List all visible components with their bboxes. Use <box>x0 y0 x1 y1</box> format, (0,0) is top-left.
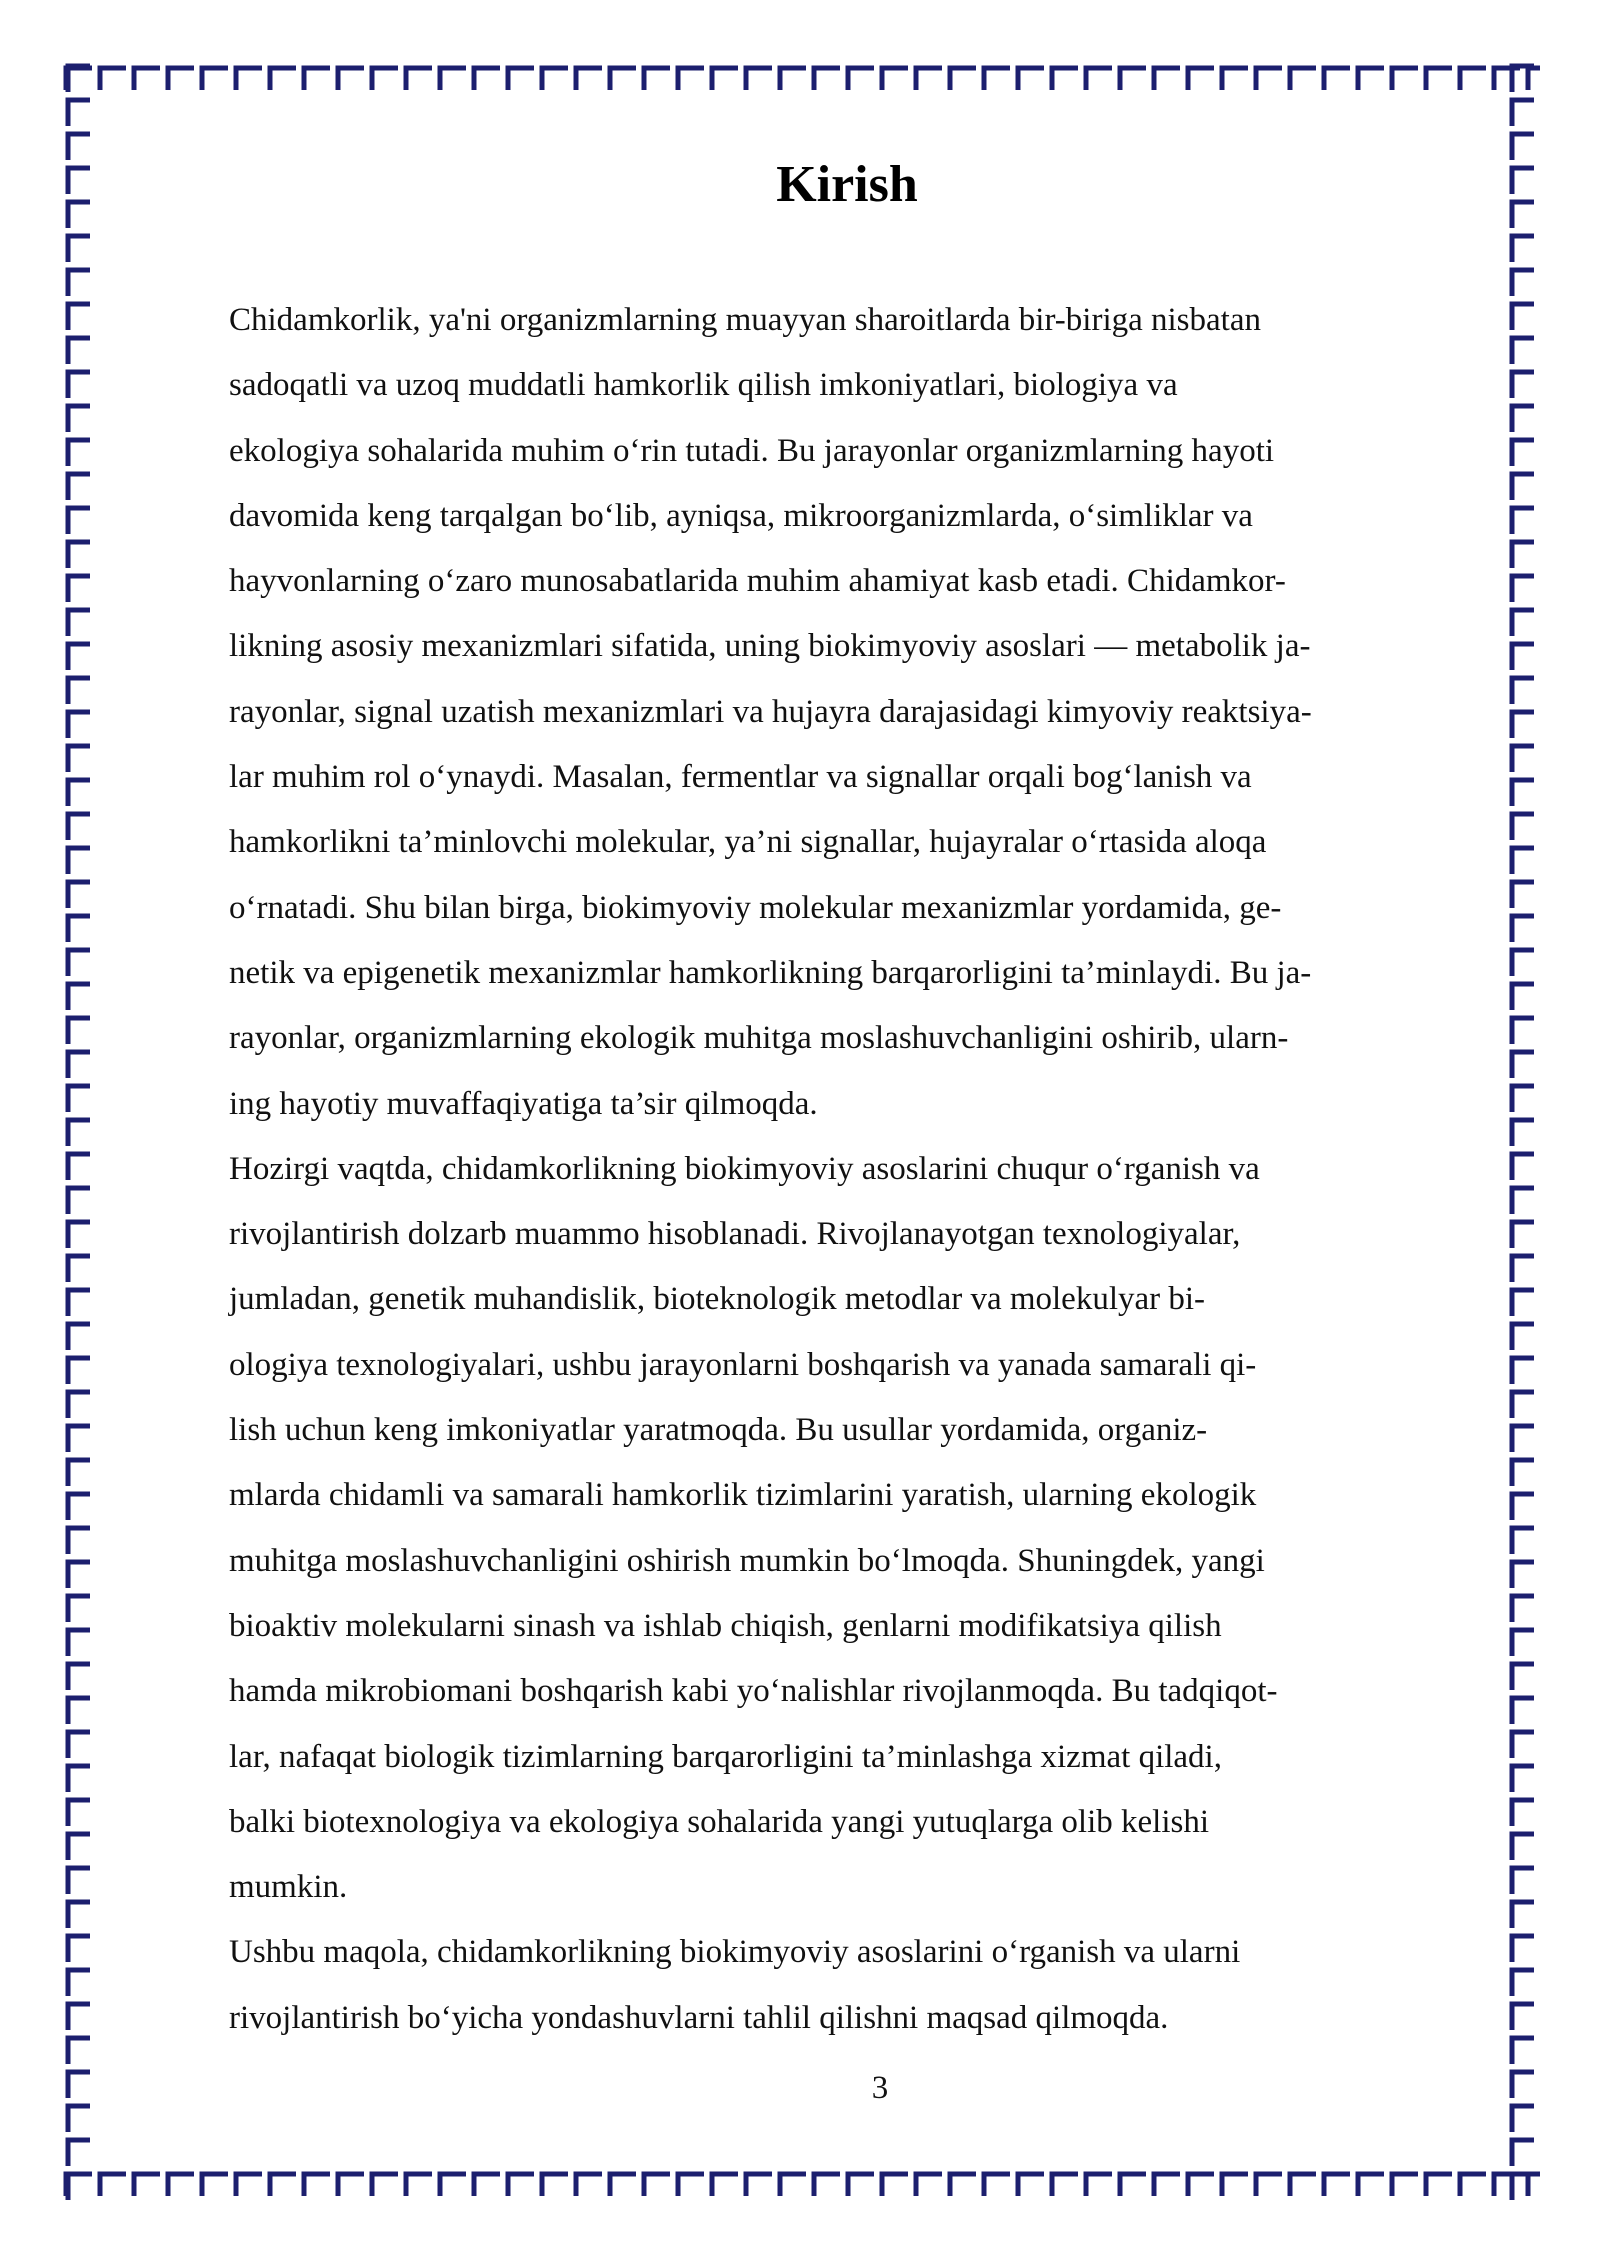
border-key-tile <box>1512 1698 1534 1724</box>
text-line: mlarda chidamli va samarali hamkorlik tizimlarini yaratish, ularning ekologik <box>229 1477 1257 1514</box>
border-key-tile <box>236 68 262 90</box>
border-key-tile <box>1512 644 1534 670</box>
border-key-tile <box>68 916 90 942</box>
text-line: ekologiya sohalarida muhim o‘rin tutadi. Bu jarayonlar organizmlarning hayoti <box>229 432 1275 469</box>
text-line: hayvonlarning o‘zaro munosabatlarida muhim ahamiyat kasb etadi. Chidamkor- <box>229 563 1286 600</box>
border-key-tile <box>68 576 90 602</box>
border-key-tile <box>134 2174 160 2196</box>
text-line: Chidamkorlik, ya'ni organizmlarning muayyan sharoitlarda bir-biriga nisbatan <box>229 302 1261 338</box>
border-key-tile <box>68 508 90 534</box>
border-key-tile <box>1512 2140 1534 2166</box>
border-key-tile <box>1512 1086 1534 1112</box>
border-key-tile <box>68 1460 90 1486</box>
border-key-tile <box>68 372 90 398</box>
border-key-tile <box>1120 68 1146 90</box>
border-key-tile <box>1512 440 1534 466</box>
border-key-tile <box>1512 2072 1534 2098</box>
border-key-tile <box>68 542 90 568</box>
border-key-tile <box>1222 2174 1248 2196</box>
border-key-tile <box>1154 2174 1180 2196</box>
border-key-tile <box>236 2174 262 2196</box>
border-key-tile <box>1512 814 1534 840</box>
border-key-tile <box>68 2072 90 2098</box>
text-line: sadoqatli va uzoq muddatli hamkorlik qilish imkoniyatlari, biologiya va <box>229 367 1178 404</box>
border-key-tile <box>100 2174 126 2196</box>
border-key-tile <box>542 2174 568 2196</box>
border-key-tile <box>1392 68 1418 90</box>
border-key-tile <box>1512 1426 1534 1452</box>
border-key-tile <box>1154 68 1180 90</box>
border-key-tile <box>68 984 90 1010</box>
border-key-tile <box>406 68 432 90</box>
border-key-tile <box>68 304 90 330</box>
border-key-tile <box>712 2174 738 2196</box>
border-key-tile <box>678 2174 704 2196</box>
border-key-tile <box>1512 1936 1534 1962</box>
border-key-tile <box>1512 916 1534 942</box>
border-key-tile <box>68 1834 90 1860</box>
border-key-tile <box>1512 1970 1534 1996</box>
border-key-tile <box>644 68 670 90</box>
border-key-tile <box>100 68 126 90</box>
border-key-tile <box>1086 68 1112 90</box>
border-key-tile <box>68 1154 90 1180</box>
border-key-tile <box>1018 2174 1044 2196</box>
border-key-tile <box>372 68 398 90</box>
border-key-tile <box>1512 2004 1534 2030</box>
border-key-tile <box>1512 1052 1534 1078</box>
border-key-tile <box>1512 780 1534 806</box>
border-key-tile <box>1512 2174 1534 2200</box>
paragraph <box>229 1920 1469 2051</box>
border-key-tile <box>746 68 772 90</box>
text-line: hamkorlikni ta’minlovchi molekular, ya’ni signallar, hujayralar o‘rtasida aloqa <box>229 824 1267 861</box>
border-key-tile <box>1460 68 1486 90</box>
border-key-tile <box>1512 66 1534 92</box>
border-key-tile <box>1512 508 1534 534</box>
border-key-tile <box>1256 2174 1282 2196</box>
text-line: rivojlantirish bo‘yicha yondashuvlarni tahlil qilishni maqsad qilmoqda. <box>229 1999 1169 2036</box>
border-key-tile <box>1460 2174 1486 2196</box>
border-key-tile <box>68 66 90 92</box>
page-number: 3 <box>871 2070 889 2106</box>
border-key-tile <box>304 68 330 90</box>
text-line: mumkin. <box>229 1869 348 1906</box>
border-key-tile <box>1358 2174 1384 2196</box>
border-key-tile <box>68 100 90 126</box>
border-key-tile <box>168 2174 194 2196</box>
border-key-tile <box>68 1052 90 1078</box>
border-key-tile <box>68 406 90 432</box>
border-key-tile <box>508 2174 534 2196</box>
border-key-tile <box>68 1086 90 1112</box>
border-key-tile <box>1222 68 1248 90</box>
border-key-tile <box>1512 1188 1534 1214</box>
border-key-tile <box>68 2038 90 2064</box>
border-key-tile <box>68 2140 90 2166</box>
border-key-tile <box>338 2174 364 2196</box>
border-key-tile <box>68 644 90 670</box>
border-key-tile <box>1512 1732 1534 1758</box>
border-key-tile <box>68 1664 90 1690</box>
border-key-tile <box>1512 1460 1534 1486</box>
border-key-tile <box>406 2174 432 2196</box>
border-key-tile <box>678 68 704 90</box>
border-key-tile <box>1512 610 1534 636</box>
border-key-tile <box>1512 1800 1534 1826</box>
border-key-tile <box>1358 68 1384 90</box>
text-line: hamda mikrobiomani boshqarish kabi yo‘nalishlar rivojlanmoqda. Bu tadqiqot- <box>229 1673 1278 1710</box>
border-key-tile <box>1512 848 1534 874</box>
border-key-tile <box>610 68 636 90</box>
border-key-tile <box>168 68 194 90</box>
border-key-tile <box>848 68 874 90</box>
border-key-tile <box>814 68 840 90</box>
border-key-tile <box>610 2174 636 2196</box>
paragraph <box>229 1137 1469 1921</box>
border-key-tile <box>882 2174 908 2196</box>
border-key-tile <box>68 1392 90 1418</box>
border-key-tile <box>68 1698 90 1724</box>
border-key-tile <box>440 68 466 90</box>
border-key-tile <box>1426 68 1452 90</box>
border-key-tile <box>950 2174 976 2196</box>
border-key-tile <box>1512 1222 1534 1248</box>
body-text <box>229 288 1469 2051</box>
border-key-tile <box>1512 1494 1534 1520</box>
border-key-tile <box>68 848 90 874</box>
border-key-tile <box>1512 1018 1534 1044</box>
border-key-tile <box>1512 542 1534 568</box>
border-key-tile <box>68 1528 90 1554</box>
border-key-tile <box>1512 678 1534 704</box>
border-key-tile <box>338 68 364 90</box>
border-key-tile <box>1120 2174 1146 2196</box>
border-key-tile <box>576 68 602 90</box>
border-key-tile <box>68 1018 90 1044</box>
border-key-tile <box>1086 2174 1112 2196</box>
border-key-tile <box>1512 1834 1534 1860</box>
border-key-tile <box>68 746 90 772</box>
text-line: balki biotexnologiya va ekologiya sohalarida yangi yutuqlarga olib kelishi <box>229 1803 1210 1840</box>
border-key-tile <box>1512 746 1534 772</box>
border-key-tile <box>134 68 160 90</box>
border-key-tile <box>68 780 90 806</box>
decorative-border-bottom <box>62 2168 1540 2202</box>
border-key-tile <box>1290 68 1316 90</box>
border-key-tile <box>68 1188 90 1214</box>
border-key-tile <box>1512 100 1534 126</box>
border-key-tile <box>202 68 228 90</box>
border-key-tile <box>1512 1290 1534 1316</box>
border-key-tile <box>68 2174 90 2200</box>
text-line: ing hayotiy muvaffaqiyatiga ta’sir qilmoqda. <box>229 1085 818 1122</box>
border-key-tile <box>1512 1528 1534 1554</box>
border-key-tile <box>1052 68 1078 90</box>
border-key-tile <box>1512 2038 1534 2064</box>
border-key-tile <box>474 68 500 90</box>
border-key-tile <box>644 2174 670 2196</box>
border-key-tile <box>270 68 296 90</box>
text-line: lar, nafaqat biologik tizimlarning barqarorligini ta’minlashga xizmat qiladi, <box>229 1738 1222 1775</box>
border-key-tile <box>1512 304 1534 330</box>
border-key-tile <box>984 2174 1010 2196</box>
border-key-tile <box>1324 2174 1350 2196</box>
border-key-tile <box>1512 1596 1534 1622</box>
border-key-tile <box>1324 68 1350 90</box>
border-key-tile <box>68 1324 90 1350</box>
border-key-tile <box>1512 372 1534 398</box>
border-key-tile <box>202 2174 228 2196</box>
border-key-tile <box>1018 68 1044 90</box>
border-key-tile <box>1512 1392 1534 1418</box>
border-key-tile <box>474 2174 500 2196</box>
border-key-tile <box>882 68 908 90</box>
border-key-tile <box>916 2174 942 2196</box>
border-key-tile <box>1512 1562 1534 1588</box>
border-key-tile <box>68 1562 90 1588</box>
border-key-tile <box>1392 2174 1418 2196</box>
border-key-tile <box>1512 1630 1534 1656</box>
border-key-tile <box>68 2106 90 2132</box>
border-key-tile <box>68 882 90 908</box>
border-key-tile <box>68 1970 90 1996</box>
border-key-tile <box>950 68 976 90</box>
border-key-tile <box>1512 950 1534 976</box>
text-line: ologiya texnologiyalari, ushbu jarayonlarni boshqarish va yanada samarali qi- <box>229 1346 1257 1383</box>
border-key-tile <box>1052 2174 1078 2196</box>
border-key-tile <box>68 1868 90 1894</box>
border-key-tile <box>1512 1256 1534 1282</box>
border-key-tile <box>1512 882 1534 908</box>
border-key-tile <box>576 2174 602 2196</box>
text-line: o‘rnatadi. Shu bilan birga, biokimyoviy molekular mexanizmlar yordamida, ge- <box>229 889 1282 926</box>
border-key-tile <box>68 814 90 840</box>
text-line: rayonlar, signal uzatish mexanizmlari va hujayra darajasidagi kimyoviy reaktsiya- <box>229 693 1312 730</box>
border-key-tile <box>68 950 90 976</box>
border-key-tile <box>68 270 90 296</box>
border-key-tile <box>984 68 1010 90</box>
border-key-tile <box>746 2174 772 2196</box>
border-key-tile <box>1188 68 1214 90</box>
border-key-tile <box>1512 474 1534 500</box>
decorative-border-right <box>1506 62 1540 2202</box>
border-key-tile <box>1512 1358 1534 1384</box>
text-line: rayonlar, organizmlarning ekologik muhitga moslashuvchanligini oshirib, ularn- <box>229 1020 1289 1057</box>
border-key-tile <box>848 2174 874 2196</box>
border-key-tile <box>68 236 90 262</box>
text-line: netik va epigenetik mexanizmlar hamkorlikning barqarorligini ta’minlaydi. Bu ja- <box>229 954 1312 991</box>
border-key-tile <box>68 338 90 364</box>
text-line: lish uchun keng imkoniyatlar yaratmoqda. Bu usullar yordamida, organiz- <box>229 1412 1208 1449</box>
border-key-tile <box>68 1120 90 1146</box>
text-line: davomida keng tarqalgan bo‘lib, ayniqsa, mikroorganizmlarda, o‘simliklar va <box>229 497 1253 534</box>
border-key-tile <box>1290 2174 1316 2196</box>
text-line: bioaktiv molekularni sinash va ishlab chiqish, genlarni modifikatsiya qilish <box>229 1607 1222 1644</box>
border-key-tile <box>304 2174 330 2196</box>
border-key-tile <box>1512 712 1534 738</box>
border-key-tile <box>68 2004 90 2030</box>
border-key-tile <box>68 440 90 466</box>
border-key-tile <box>1512 1324 1534 1350</box>
border-key-tile <box>68 1902 90 1928</box>
border-key-tile <box>68 610 90 636</box>
paragraph <box>229 288 1469 1137</box>
border-key-tile <box>68 474 90 500</box>
border-key-tile <box>1512 338 1534 364</box>
decorative-border-top <box>62 62 1540 96</box>
text-line: Hozirgi vaqtda, chidamkorlikning biokimyoviy asoslarini chuqur o‘rganish va <box>229 1150 1260 1187</box>
border-key-tile <box>68 1800 90 1826</box>
border-key-tile <box>1512 270 1534 296</box>
border-key-tile <box>814 2174 840 2196</box>
border-key-tile <box>1512 1868 1534 1894</box>
border-key-tile <box>712 68 738 90</box>
text-line: rivojlantirish dolzarb muammo hisoblanadi. Rivojlanayotgan texnologiyalar, <box>229 1216 1241 1253</box>
border-key-tile <box>68 1494 90 1520</box>
border-key-tile <box>440 2174 466 2196</box>
border-key-tile <box>68 1596 90 1622</box>
border-key-tile <box>1512 1766 1534 1792</box>
border-key-tile <box>1426 2174 1452 2196</box>
border-key-tile <box>1512 1902 1534 1928</box>
decorative-border-left <box>62 62 96 2202</box>
text-line: jumladan, genetik muhandislik, bioteknologik metodlar va molekulyar bi- <box>229 1281 1206 1318</box>
border-key-tile <box>780 68 806 90</box>
border-key-tile <box>1512 1120 1534 1146</box>
border-key-tile <box>68 1766 90 1792</box>
border-key-tile <box>1512 984 1534 1010</box>
border-key-tile <box>1512 406 1534 432</box>
border-key-tile <box>542 68 568 90</box>
border-key-tile <box>68 1426 90 1452</box>
text-line: Ushbu maqola, chidamkorlikning biokimyoviy asoslarini o‘rganish va ularni <box>229 1934 1241 1971</box>
border-key-tile <box>508 68 534 90</box>
border-key-tile <box>372 2174 398 2196</box>
border-key-tile <box>68 1936 90 1962</box>
text-line: lar muhim rol o‘ynaydi. Masalan, fermentlar va signallar orqali bog‘lanish va <box>229 759 1252 796</box>
border-key-tile <box>1512 1154 1534 1180</box>
border-key-tile <box>68 1256 90 1282</box>
border-key-tile <box>270 2174 296 2196</box>
border-key-tile <box>1188 2174 1214 2196</box>
border-key-tile <box>1512 236 1534 262</box>
border-key-tile <box>916 68 942 90</box>
border-key-tile <box>1256 68 1282 90</box>
border-key-tile <box>68 1222 90 1248</box>
text-line: likning asosiy mexanizmlari sifatida, uning biokimyoviy asoslari — metabolik ja- <box>229 628 1311 665</box>
border-key-tile <box>68 1630 90 1656</box>
text-line: muhitga moslashuvchanligini oshirish mumkin bo‘lmoqda. Shuningdek, yangi <box>229 1542 1265 1579</box>
border-key-tile <box>68 1290 90 1316</box>
border-key-tile <box>68 1732 90 1758</box>
border-key-tile <box>68 1358 90 1384</box>
border-key-tile <box>1512 2106 1534 2132</box>
border-key-tile <box>68 678 90 704</box>
border-key-tile <box>1512 576 1534 602</box>
border-key-tile <box>1512 1664 1534 1690</box>
page-title: Kirish <box>776 156 918 213</box>
border-key-tile <box>780 2174 806 2196</box>
border-key-tile <box>68 712 90 738</box>
